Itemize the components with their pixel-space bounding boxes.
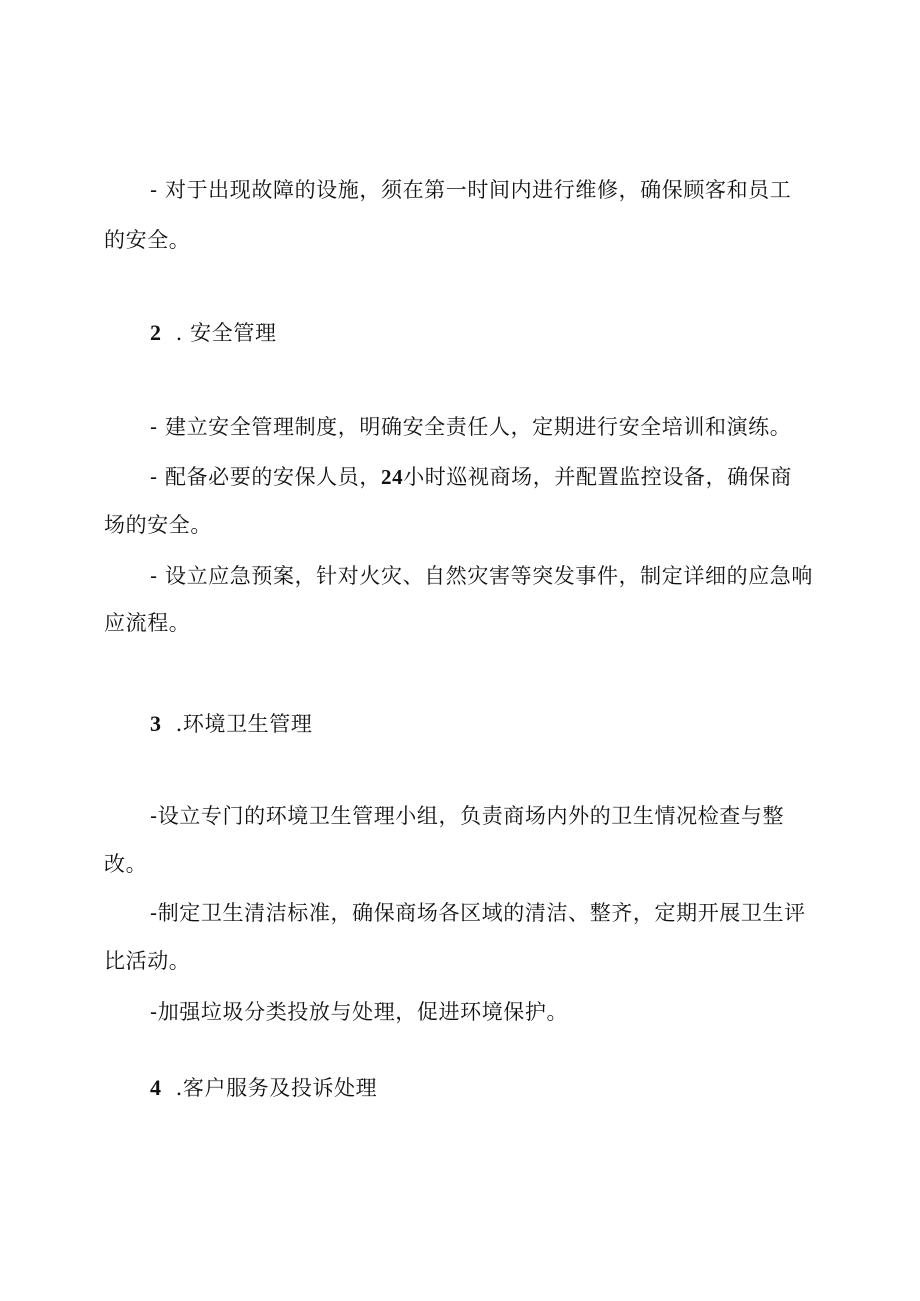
section-heading-4 [150,1073,377,1103]
paragraph-line: - 对于出现故障的设施，须在第一时间内进行维修，确保顾客和员工 [150,178,792,202]
heading-number: 2 [150,320,162,345]
list-item-continuation: 应流程。 [104,611,191,635]
list-item: -制定卫生清洁标准，确保商场各区域的清洁、整齐，定期开展卫生评 [150,901,806,925]
section-heading-2 [150,318,277,348]
heading-number: 4 [150,1075,162,1100]
list-item-continuation: 改。 [104,852,148,876]
list-item-text: 小时巡视商场，并配置监控设备，确保商 [403,465,792,489]
heading-number: 3 [150,711,162,736]
list-item-text: - 配备必要的安保人员， [150,465,381,489]
list-item: - 建立安全管理制度，明确安全责任人，定期进行安全培训和演练。 [150,415,792,439]
list-item [150,462,792,492]
list-item: -设立专门的环境卫生管理小组，负责商场内外的卫生情况检查与整 [150,804,785,828]
list-item-continuation: 场的安全。 [104,513,212,537]
heading-title: .客户服务及投诉处理 [175,1076,378,1100]
list-item-number: 24 [380,465,404,489]
list-item: - 设立应急预案，针对火灾、自然灾害等突发事件，制定详细的应急响 [150,564,813,588]
heading-title: .环境卫生管理 [175,712,313,736]
section-heading-3 [150,709,312,739]
heading-title: . 安全管理 [175,321,277,345]
list-item-continuation: 比活动。 [104,949,191,973]
list-item: -加强垃圾分类投放与处理，促进环境保护。 [150,1000,569,1024]
paragraph-line: 的安全。 [104,228,191,252]
